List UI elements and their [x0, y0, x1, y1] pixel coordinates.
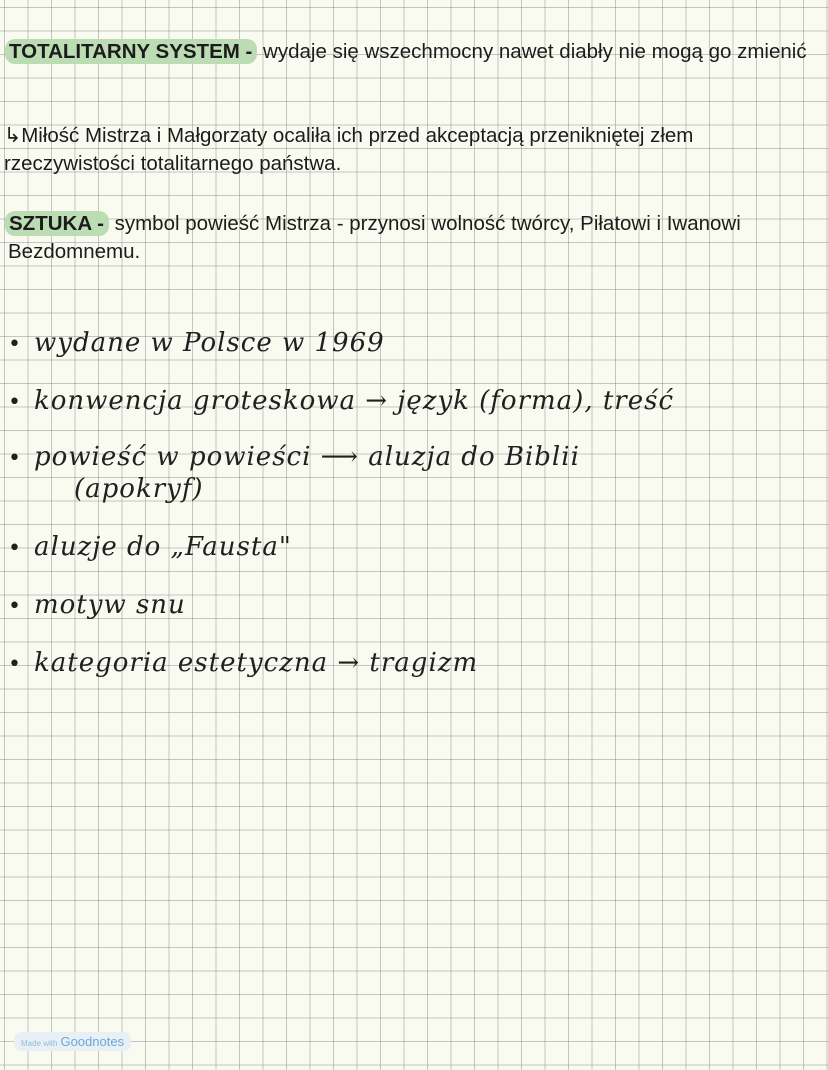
note-text: powieść w powieści ⟶ aluzja do Biblii [34, 442, 580, 472]
bullet-icon: • [8, 332, 22, 357]
note-text: (apokryf) [74, 474, 204, 504]
made-with-label: Made with [21, 1039, 58, 1048]
note-item-aluzje [8, 532, 292, 564]
sztuka-heading: SZTUKA - [5, 211, 109, 236]
bullet-icon: • [8, 594, 22, 619]
note-item-kategoria [8, 648, 478, 680]
goodnotes-brand: Goodnotes [60, 1034, 125, 1049]
note-text: wydane w Polsce w 1969 [34, 328, 385, 358]
bullet-icon: • [8, 536, 22, 561]
sztuka-paragraph [8, 210, 808, 266]
milosc-text: Miłość Mistrza i Małgorzaty ocaliła ich przed akceptacją przenikniętej złem rzeczywistości totalitarnego państwa. [4, 124, 694, 175]
note-subitem-apokryf [74, 474, 204, 504]
totalitarny-text: wydaje się wszechmocny nawet diabły nie mogą go zmienić [257, 40, 807, 63]
totalitarny-paragraph [8, 38, 808, 66]
note-text: aluzje do „Fausta" [34, 532, 292, 562]
note-text: konwencja groteskowa → język (forma), treść [34, 386, 675, 416]
goodnotes-badge [14, 1032, 131, 1051]
bullet-icon: • [8, 390, 22, 415]
milosc-paragraph [4, 122, 804, 178]
note-text: kategoria estetyczna → tragizm [34, 648, 479, 678]
totalitarny-heading: TOTALITARNY SYSTEM - [5, 39, 257, 64]
sztuka-text: symbol powieść Mistrza - przynosi wolność twórcy, Piłatowi i Iwanowi Bezdomnemu. [8, 212, 741, 263]
bullet-icon: • [8, 446, 22, 471]
arrow-icon: ↳ [4, 124, 22, 147]
note-item-motyw [8, 590, 186, 622]
note-item-powiesc [8, 442, 580, 474]
note-item-konwencja [8, 386, 674, 418]
note-text: motyw snu [34, 590, 186, 620]
bullet-icon: • [8, 652, 22, 677]
note-item-wydane [8, 328, 385, 360]
